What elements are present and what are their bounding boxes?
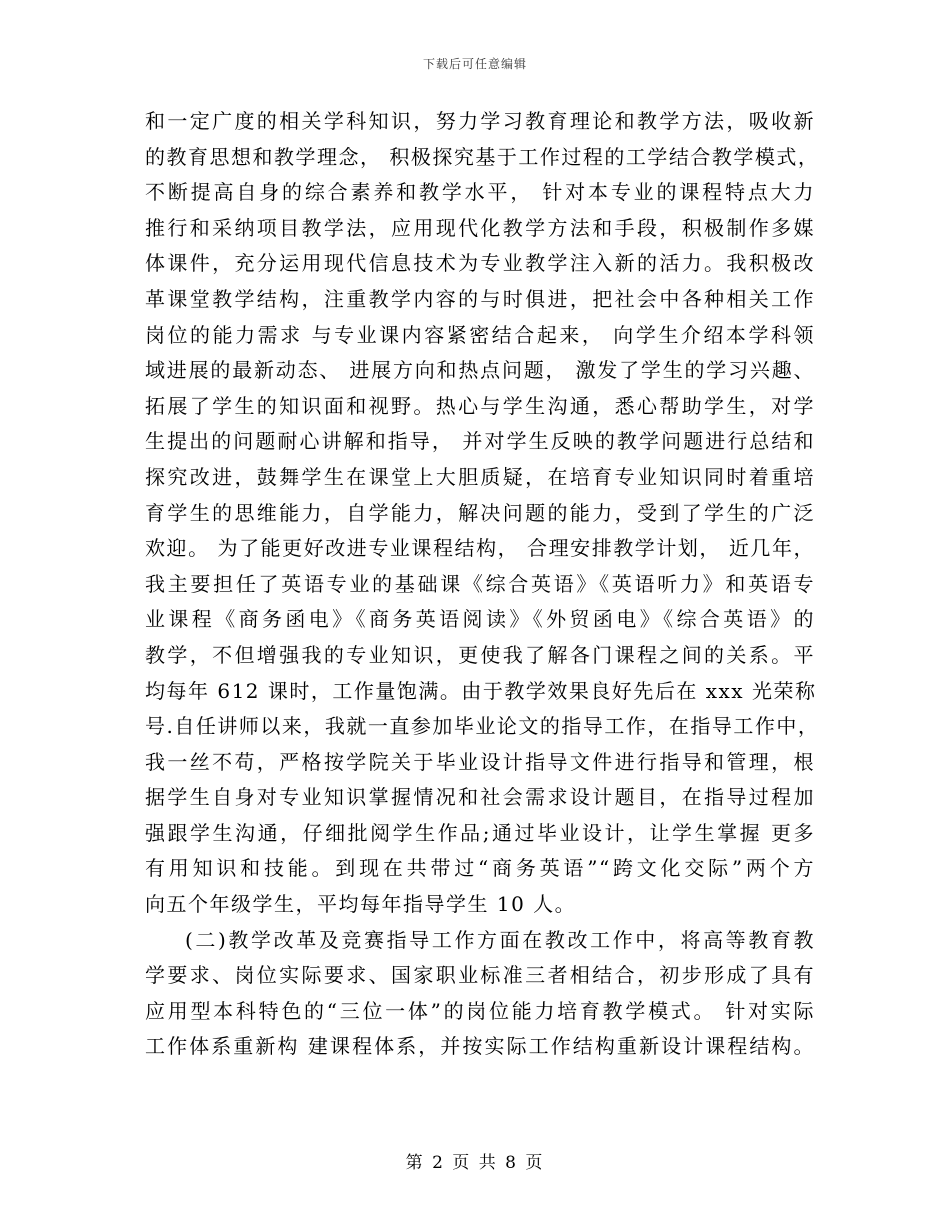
body-line: 强跟学生沟通，仔细批阅学生作品;通过毕业设计，让学生掌握 更多 — [145, 820, 815, 845]
page-footer: 第 2 页 共 8 页 — [405, 1153, 545, 1173]
body-line: 工作体系重新构 建课程体系，并按实际工作结构重新设计课程结构。 — [145, 1034, 815, 1059]
body-line: 域进展的最新动态、 进展方向和热点问题， 激发了学生的学习兴趣、 — [145, 358, 815, 383]
body-line: 岗位的能力需求 与专业课内容紧密结合起来， 向学生介绍本学科领 — [145, 322, 815, 347]
body-line: 革课堂教学结构，注重教学内容的与时俱进，把社会中各种相关工作 — [145, 286, 815, 311]
body-line: 均每年 612 课时，工作量饱满。由于教学效果良好先后在 xxx 光荣称 — [145, 678, 817, 703]
body-line: 推行和采纳项目教学法，应用现代化教学方法和手段，积极制作多媒 — [145, 215, 815, 240]
body-line: 我主要担任了英语专业的基础课《综合英语》《英语听力》和英语专 — [145, 571, 815, 596]
body-line: 据学生自身对专业知识掌握情况和社会需求设计题目，在指导过程加 — [145, 785, 815, 810]
body-line: 业课程《商务函电》《商务英语阅读》《外贸函电》《综合英语》的 — [145, 607, 815, 632]
body-line: 我一丝不苟，严格按学院关于毕业设计指导文件进行指导和管理，根 — [145, 749, 815, 774]
body-line: 拓展了学生的知识面和视野。热心与学生沟通，悉心帮助学生，对学 — [145, 393, 815, 418]
body-line: 教学，不但增强我的专业知识，更使我了解各门课程之间的关系。平 — [145, 642, 815, 667]
body-line: 生提出的问题耐心讲解和指导， 并对学生反映的教学问题进行总结和 — [145, 429, 815, 454]
body-line: 应用型本科特色的“三位一体”的岗位能力培育教学模式。 针对实际 — [145, 998, 815, 1023]
body-line: 向五个年级学生，平均每年指导学生 10 人。 — [145, 892, 577, 917]
body-line: 有用知识和技能。到现在共带过“商务英语”“跨文化交际”两个方 — [145, 856, 815, 881]
body-line: 不断提高自身的综合素养和教学水平， 针对本专业的课程特点大力 — [145, 180, 815, 205]
body-line: 号.自任讲师以来，我就一直参加毕业论文的指导工作，在指导工作中， — [145, 714, 820, 739]
body-line: (二)教学改革及竞赛指导工作方面在教改工作中，将高等教育教 — [185, 927, 815, 952]
body-line: 探究改进，鼓舞学生在课堂上大胆质疑，在培育专业知识同时着重培 — [145, 464, 815, 489]
page-header: 下载后可任意编辑 — [422, 57, 527, 71]
body-line: 体课件，充分运用现代信息技术为专业教学注入新的活力。我积极改 — [145, 251, 815, 276]
body-line: 的教育思想和教学理念， 积极探究基于工作过程的工学结合教学模式， — [145, 144, 820, 169]
body-text — [145, 104, 820, 1065]
body-line: 和一定广度的相关学科知识，努力学习教育理论和教学方法，吸收新 — [145, 109, 815, 133]
body-line: 学要求、岗位实际要求、国家职业标准三者相结合，初步形成了具有 — [145, 963, 815, 988]
body-line: 欢迎。 为了能更好改进专业课程结构， 合理安排教学计划， 近几年， — [145, 536, 815, 561]
body-line: 育学生的思维能力，自学能力，解决问题的能力，受到了学生的广泛 — [145, 500, 815, 525]
